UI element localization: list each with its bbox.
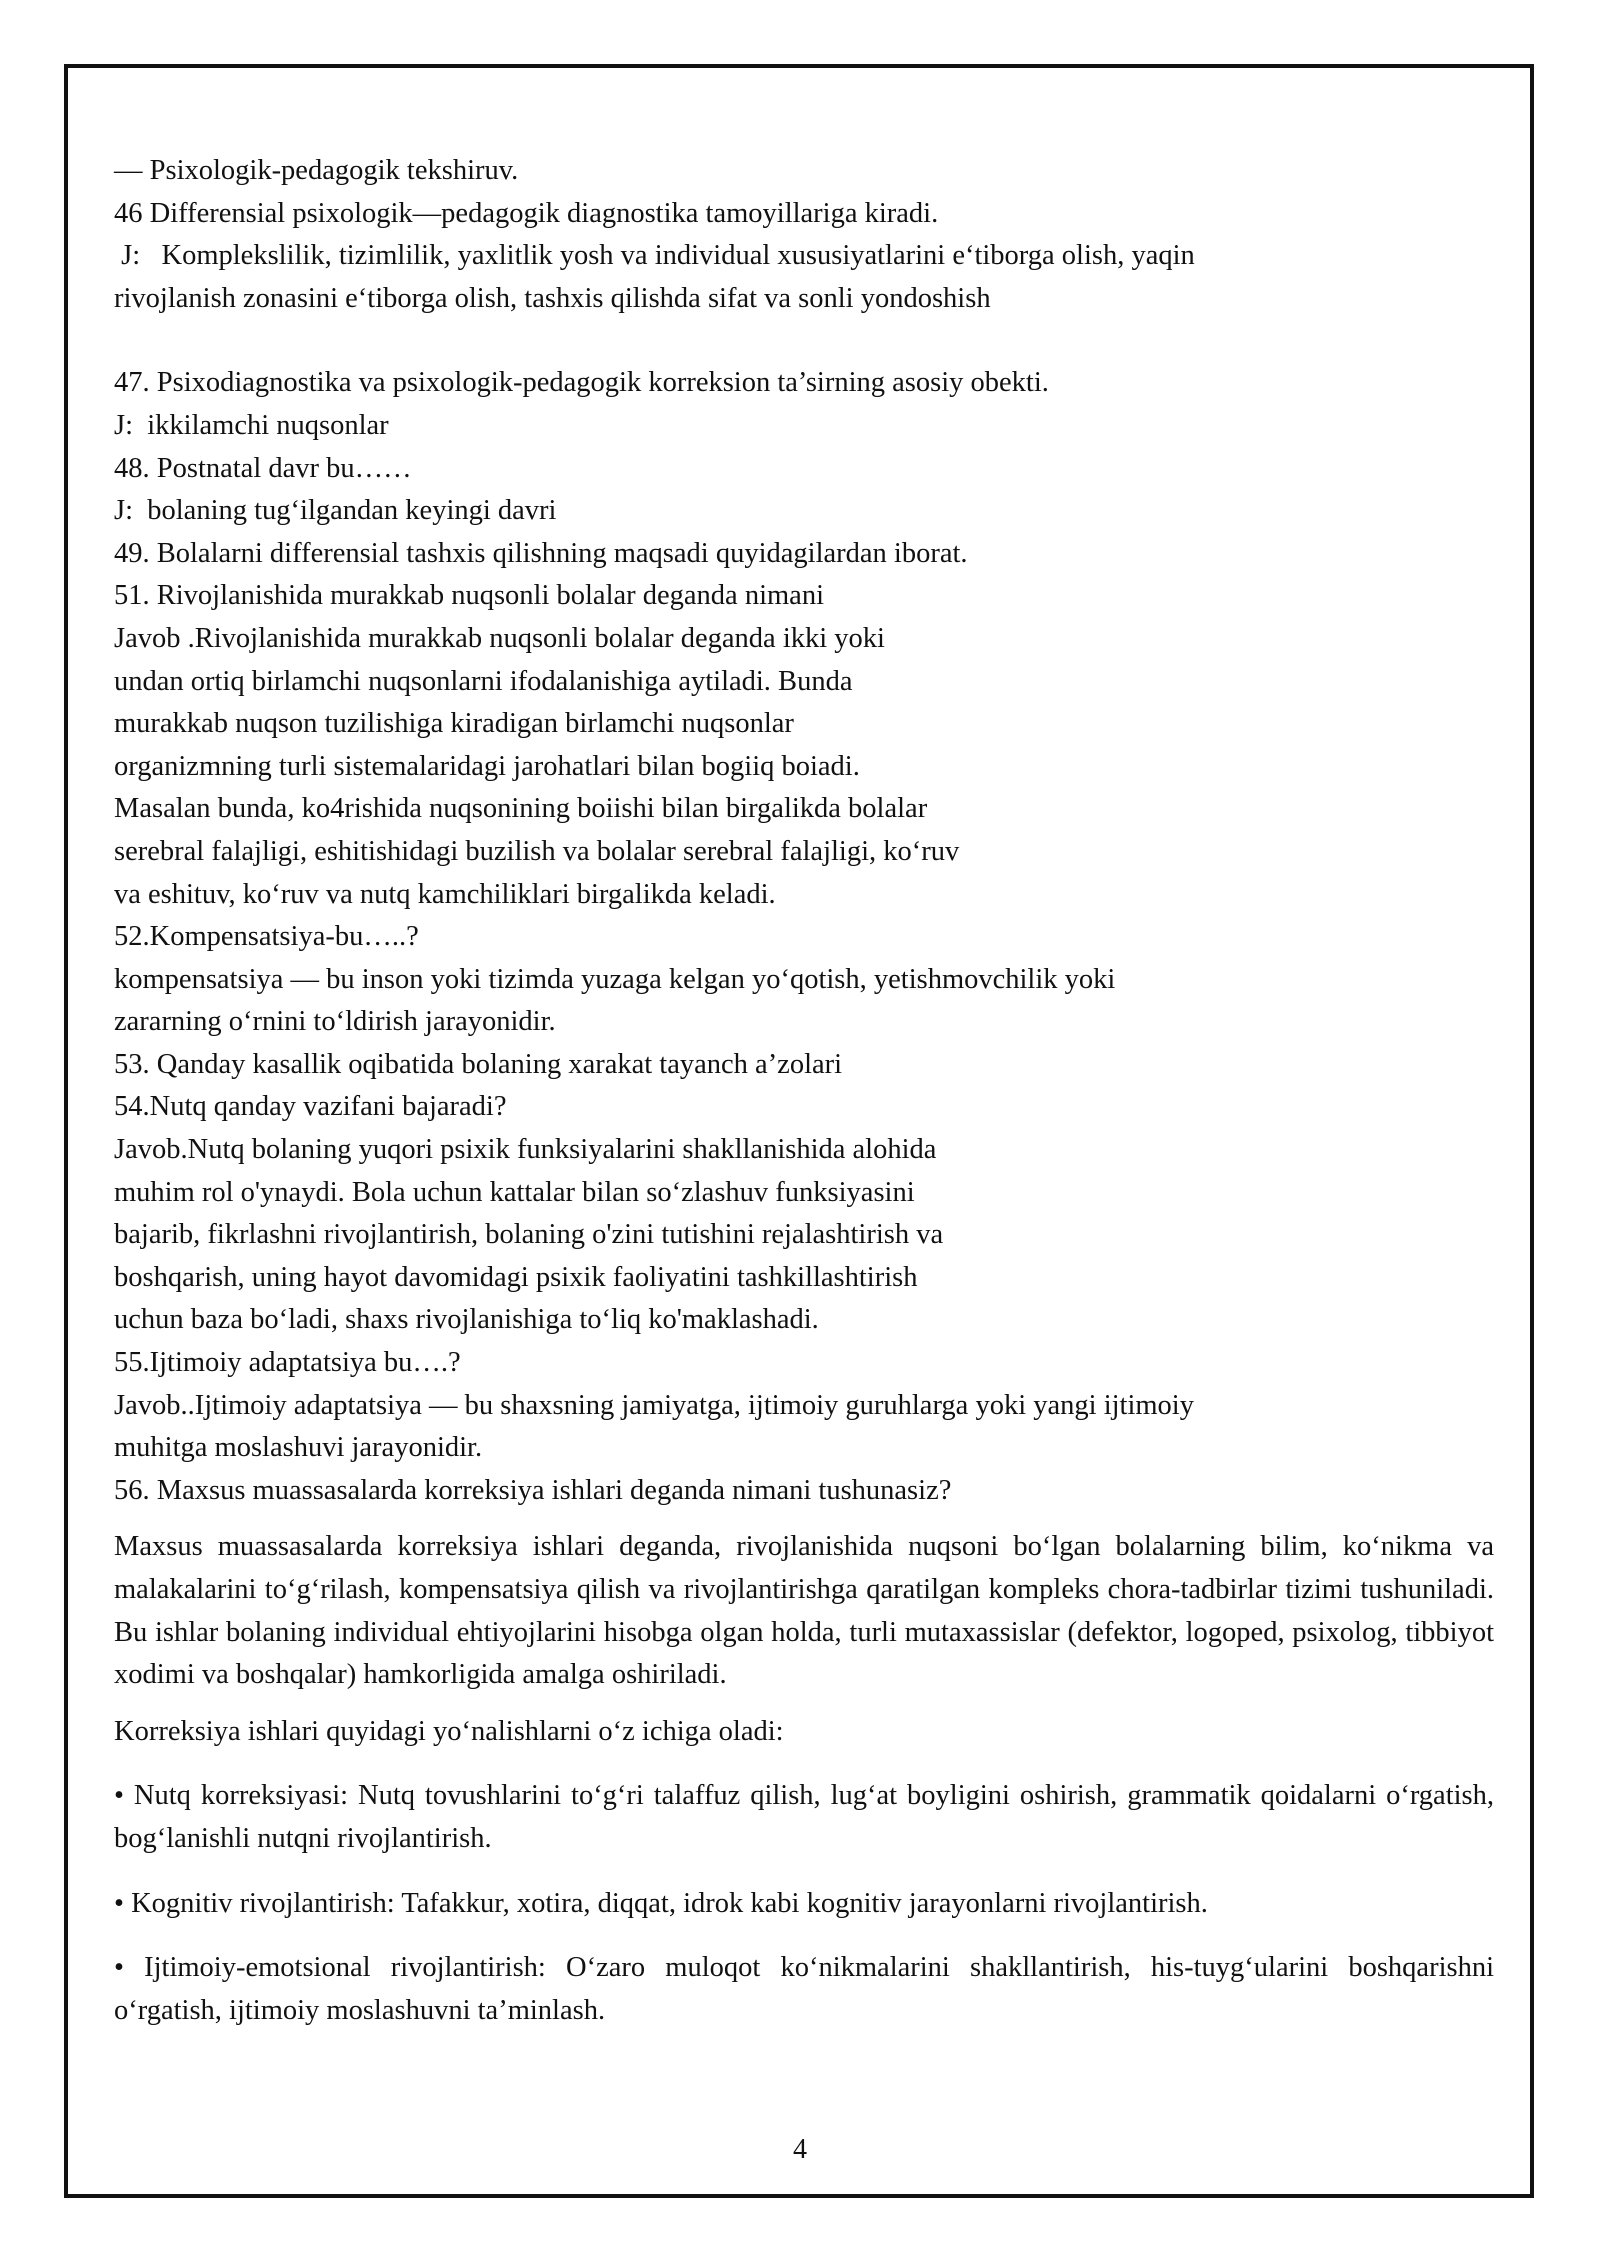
text-line: Javob .Rivojlanishida murakkab nuqsonli bolalar deganda ikki yoki (114, 622, 885, 654)
text-line: J: ikkilamchi nuqsonlar (114, 409, 389, 441)
text-line: Javob..Ijtimoiy adaptatsiya — bu shaxsning jamiyatga, ijtimoiy guruhlarga yoki yangi ijtimoiy (114, 1389, 1194, 1421)
text-line: 56. Maxsus muassasalarda korreksiya ishlari deganda nimani tushunasiz? (114, 1474, 952, 1506)
text-line: 46 Differensial psixologik—pedagogik diagnostika tamoyillariga kiradi. (114, 197, 939, 229)
blank-line (114, 320, 1494, 362)
text-line: uchun baza bo‘ladi, shaxs rivojlanishiga to‘liq ko'maklashadi. (114, 1304, 819, 1336)
text-line: 48. Postnatal davr bu…… (114, 452, 412, 484)
question-lines (114, 362, 1494, 1512)
bullet-speech-correction: • Nutq korreksiyasi: Nutq tovushlarini to‘g‘ri talaffuz qilish, lug‘at boyligini oshirish, grammatik qoidalarni o‘rgatish, bog‘lanishli nutqni rivojlantirish. (114, 1780, 1494, 1854)
paragraph-correction-definition: Maxsus muassasalarda korreksiya ishlari deganda, rivojlanishida nuqsoni bo‘lgan bolalarning bilim, ko‘nikma va malakalarini to‘g‘rilash, kompensatsiya qilish va rivojlantirishga qaratilgan kompleks chora-tadbirlar tizimi tushuniladi. Bu ishlar bolaning individual ehtiyojlarini hisobga olgan holda, turli mutaxassislar (defektor, logoped, psixolog, tibbiyot xodimi va boshqalar) hamkorligida amalga oshiriladi. (114, 1531, 1494, 1691)
text-line: 52.Kompensatsiya-bu…..? (114, 921, 419, 953)
text-line: bajarib, fikrlashni rivojlantirish, bolaning o'zini tutishini rejalashtirish va (114, 1219, 944, 1251)
text-line: rivojlanish zonasini e‘tiborga olish, tashxis qilishda sifat va sonli yondoshish (114, 282, 991, 314)
text-line: 54.Nutq qanday vazifani bajaradi? (114, 1091, 507, 1123)
text-line: 47. Psixodiagnostika va psixologik-pedagogik korreksion ta’sirning asosiy obekti. (114, 367, 1049, 399)
text-line: J: bolaning tug‘ilgandan keyingi davri (114, 495, 557, 527)
document-body (114, 150, 1494, 2032)
text-line: va eshituv, ko‘ruv va nutq kamchiliklari birgalikda keladi. (114, 878, 776, 910)
top-lines (114, 150, 1494, 320)
paragraph-directions-intro: Korreksiya ishlari quyidagi yo‘nalishlarni o‘z ichiga oladi: (114, 1715, 784, 1747)
text-line: muhim rol o'ynaydi. Bola uchun kattalar bilan so‘zlashuv funksiyasini (114, 1176, 915, 1208)
text-line: 55.Ijtimoiy adaptatsiya bu….? (114, 1347, 461, 1379)
text-line: Javob.Nutq bolaning yuqori psixik funksiyalarini shakllanishida alohida (114, 1134, 937, 1166)
text-line: muhitga moslashuvi jarayonidir. (114, 1432, 483, 1464)
text-line: serebral falajligi, eshitishidagi buzilish va bolalar serebral falajligi, ko‘ruv (114, 835, 960, 867)
bullet-social-emotional-development: • Ijtimoiy-emotsional rivojlantirish: O‘zaro muloqot ko‘nikmalarini shakllantirish, his-tuyg‘ularini boshqarishni o‘rgatish, ijtimoiy moslashuvni ta’minlash. (114, 1952, 1494, 2026)
bullet-cognitive-development: • Kognitiv rivojlantirish: Tafakkur, xotira, diqqat, idrok kabi kognitiv jarayonlarni rivojlantirish. (114, 1887, 1208, 1919)
text-line: 53. Qanday kasallik oqibatida bolaning xarakat tayanch a’zolari (114, 1048, 843, 1080)
text-line: J: Komplekslilik, tizimlilik, yaxlitlik yosh va individual xususiyatlarini e‘tiborga olish, yaqin (114, 240, 1195, 272)
text-line: organizmning turli sistemalaridagi jarohatlari bilan bogiiq boiadi. (114, 750, 860, 782)
text-line: 51. Rivojlanishida murakkab nuqsonli bolalar deganda nimani (114, 580, 824, 612)
text-line: undan ortiq birlamchi nuqsonlarni ifodalanishiga aytiladi. Bunda (114, 665, 853, 697)
page-number: 4 (793, 2134, 807, 2165)
text-line: kompensatsiya — bu inson yoki tizimda yuzaga kelgan yo‘qotish, yetishmovchilik yoki (114, 963, 1116, 995)
text-line: murakkab nuqson tuzilishiga kiradigan birlamchi nuqsonlar (114, 708, 794, 740)
text-line: Masalan bunda, ko4rishida nuqsonining boiishi bilan birgalikda bolalar (114, 793, 928, 825)
text-line: boshqarish, uning hayot davomidagi psixik faoliyatini tashkillashtirish (114, 1261, 918, 1293)
text-line: 49. Bolalarni differensial tashxis qilishning maqsadi quyidagilardan iborat. (114, 537, 968, 569)
text-line: — Psixologik-pedagogik tekshiruv. (114, 155, 519, 186)
text-line: zararning o‘rnini to‘ldirish jarayonidir. (114, 1006, 556, 1038)
